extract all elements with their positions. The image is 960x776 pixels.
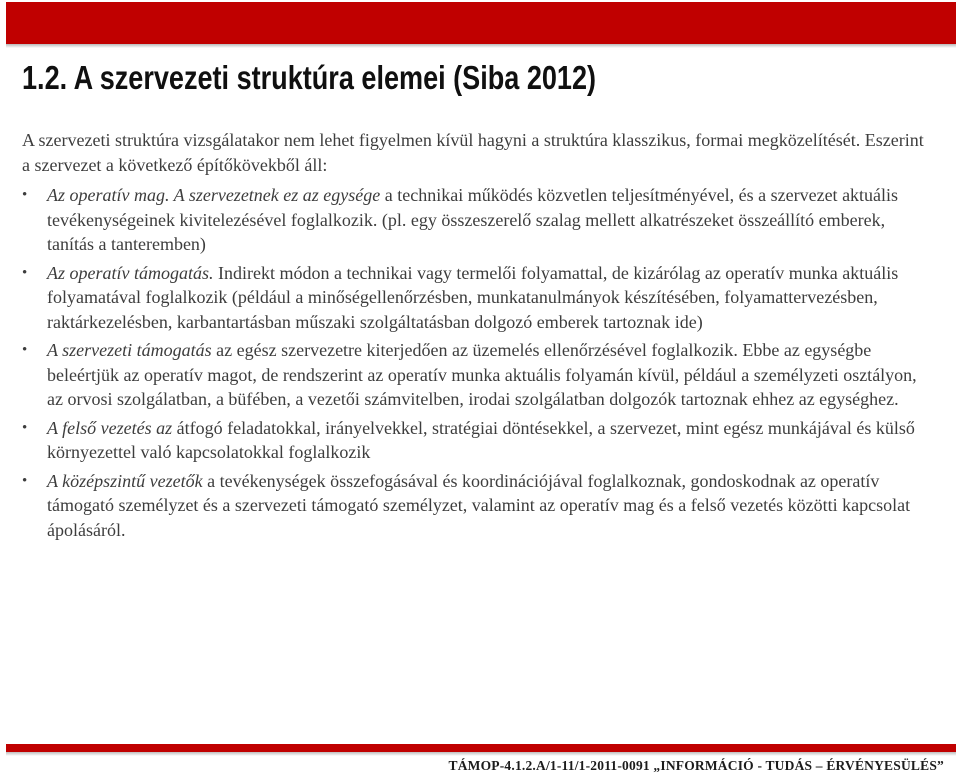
item-description: a tevékenységek összefogásával és koordinációjával foglalkoznak, gondoskodnak az operatív támogató személyzet és a szervezeti támogató személyzet, valamint az operatív mag és a felső vezetés közötti kapcsolat ápolásáról. <box>47 470 911 540</box>
header-bar-shadow <box>6 44 956 48</box>
item-term: Az operatív mag. <box>47 185 170 205</box>
footer-bar-shadow <box>6 752 956 756</box>
footer-project-code: TÁMOP-4.1.2.A/1-11/1-2011-0091 „INFORMÁCIÓ - TUDÁS – ÉRVÉNYESÜLÉS” <box>448 758 944 773</box>
item-term: A felső vezetés az <box>47 417 173 438</box>
item-description: átfogó feladatokkal, irányelvekkel, stratégiai döntésekkel, a szervezet, mint egész munkájával és külső környezettel való kapcsolatokkal foglalkozik <box>47 417 915 462</box>
footer-bar <box>6 744 956 752</box>
item-description: a technikai működés közvetlen teljesítményével, és a szervezet aktuális tevékenységeinek kivitelezésével foglalkozik. (pl. egy összeszerelő szalag mellett alkatrészeket összeállító emberek, tanítás a tanteremben) <box>47 185 899 254</box>
building-blocks-list <box>22 183 934 542</box>
item-description: az egész szervezetre kiterjedően az üzemelés ellenőrzésével foglalkozik. Ebbe az egységbe beleértjük az operatív magot, de rendszerint az operatív munka aktuális folyamán kívül, például a személyzeti osztályon, az orvosi szolgálatban, a büfében, a vezetői számvitelben, irodai szolgálatban dolgozók tartoznak ehhez az egységhez. <box>47 340 917 409</box>
bullet-icon: • <box>22 419 28 436</box>
list-item <box>22 261 934 335</box>
bullet-icon: • <box>22 187 28 203</box>
list-item <box>22 416 934 465</box>
bullet-icon: • <box>22 342 28 358</box>
item-term: A szervezeti támogatás <box>47 340 212 360</box>
bullet-icon: • <box>22 472 28 489</box>
header-bar <box>6 2 956 44</box>
slide-content <box>22 128 934 546</box>
intro-paragraph: A szervezeti struktúra vizsgálatakor nem lehet figyelmen kívül hagyni a struktúra klasszikus, formai megközelítését. Eszerint a szervezet a következő építőkövekből áll: <box>22 130 924 175</box>
item-term: A középszintű vezetők <box>47 470 203 491</box>
item-description: Indirekt módon a technikai vagy termelői folyamattal, de kizárólag az operatív munka aktuális folyamatával foglalkozik (például a minőségellenőrzésben, munkatanulmányok készítésében, folyamattervezésben, raktárkezelésben, karbantartásban műszaki szolgáltatásban dolgozó emberek tartoznak ide) <box>47 262 899 332</box>
list-item <box>22 469 934 543</box>
item-term-extra: A szervezetnek ez az egysége <box>169 185 381 205</box>
list-item <box>22 338 934 412</box>
item-term: Az operatív támogatás. <box>47 262 214 283</box>
bullet-icon: • <box>22 264 28 281</box>
list-item <box>22 183 934 257</box>
page-title: 1.2. A szervezeti struktúra elemei (Siba 2012) <box>22 59 597 96</box>
